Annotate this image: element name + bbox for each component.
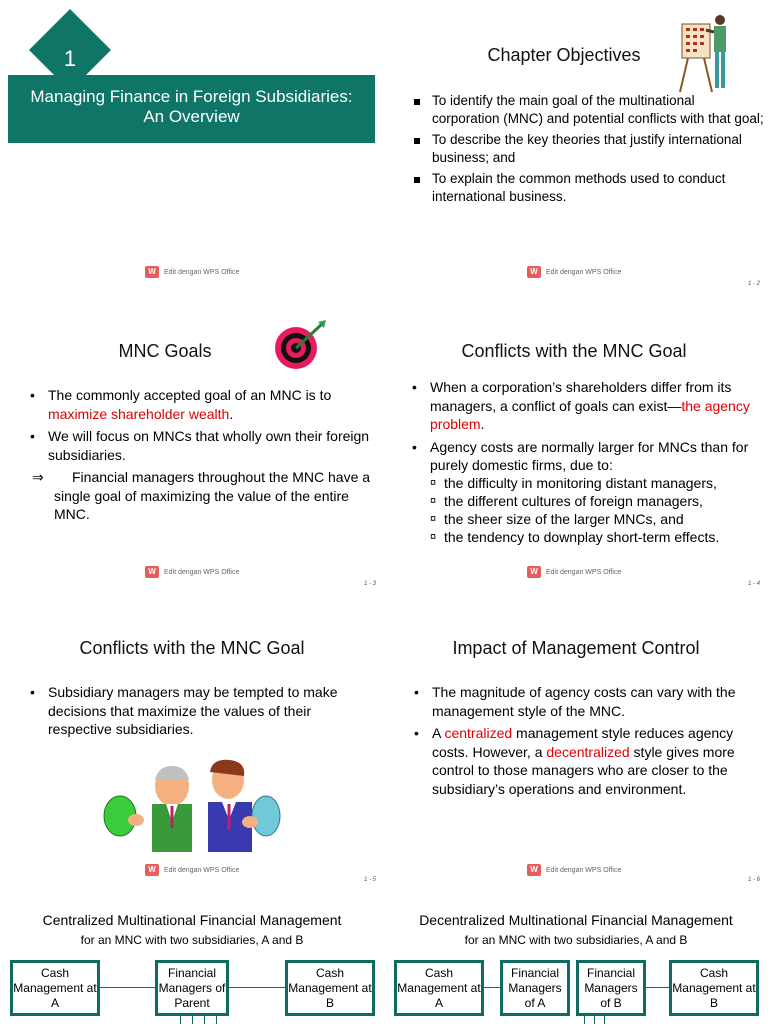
diagram-subtitle: for an MNC with two subsidiaries, A and B: [80, 933, 304, 947]
bullet-marker: •: [30, 684, 35, 700]
arrow-icon: ⇒: [32, 469, 44, 485]
sub-marker: ¤: [430, 531, 437, 543]
connector-line: [204, 1016, 205, 1024]
page-number: 1 - 3: [364, 581, 377, 587]
list-item: [414, 131, 764, 166]
connector-line: [604, 1016, 605, 1024]
watermark-text: Edit dengan WPS Office: [164, 866, 240, 874]
slide-title: [0, 0, 384, 300]
wps-logo-icon: W: [527, 864, 541, 876]
target-icon: [272, 318, 328, 370]
box-financial-managers-b: Financial Managers of B: [576, 960, 646, 1016]
list-item: [414, 683, 754, 720]
text: A: [432, 725, 445, 741]
chapter-number: 1: [63, 46, 77, 71]
text: When a corporation’s shareholders differ from its managers, a conflict of goals can exist—: [430, 379, 732, 414]
wps-watermark: [527, 266, 621, 278]
page-number: 1 - 4: [748, 581, 761, 587]
wps-watermark: [145, 864, 239, 876]
box-financial-managers-a: Financial Managers of A: [500, 960, 570, 1016]
diagram-title: Centralized Multinational Financial Management: [42, 912, 342, 928]
box-cash-management-b: Cash Management at B: [285, 960, 375, 1016]
slide-title: Impact of Management Control: [452, 638, 700, 658]
slide-conflicts-2: [0, 600, 384, 900]
list-item: [412, 438, 764, 475]
watermark-text: Edit dengan WPS Office: [164, 268, 240, 276]
bullet-marker: •: [414, 725, 419, 741]
highlight-text: maximize shareholder wealth: [48, 405, 230, 422]
list-item: [414, 92, 764, 127]
sub-item: [430, 474, 765, 492]
text: the tendency to downplay short-term effects.: [444, 529, 720, 545]
watermark-text: Edit dengan WPS Office: [546, 866, 622, 874]
list-item: [414, 724, 754, 798]
list-item: [30, 427, 375, 464]
box-financial-managers-parent: Financial Managers of Parent: [155, 960, 229, 1016]
text: Financial managers throughout the MNC have a single goal of maximizing the value of the entire MNC.: [54, 469, 371, 522]
text: Agency costs are normally larger for MNCs than for purely domestic firms, due to:: [430, 438, 749, 473]
list-item: [30, 468, 375, 524]
connector-line: [216, 1016, 217, 1024]
list-item-text: To explain the common methods used to conduct international business.: [432, 171, 726, 204]
wps-logo-icon: W: [145, 864, 159, 876]
text: .: [480, 416, 485, 432]
wps-logo-icon: W: [527, 566, 541, 578]
text: We will focus on MNCs that wholly own their foreign subsidiaries.: [48, 428, 370, 463]
sub-marker: ¤: [430, 495, 437, 507]
watermark-text: Edit dengan WPS Office: [164, 568, 240, 576]
text: .: [229, 405, 234, 422]
sub-marker: ¤: [430, 477, 437, 489]
sub-marker: ¤: [430, 513, 437, 525]
managers-with-money-illustration: [100, 758, 285, 853]
connector-line: [594, 1016, 595, 1024]
connector-line: [98, 987, 156, 988]
diagram-title: Decentralized Multinational Financial Management: [419, 912, 733, 928]
text: management style reduces agency costs. However, a: [432, 725, 734, 760]
bullet-marker: •: [412, 379, 417, 395]
sub-item: [430, 492, 765, 510]
connector-line: [192, 1016, 193, 1024]
diagram-subtitle: for an MNC with two subsidiaries, A and B: [464, 933, 688, 947]
slide-title: Chapter Objectives: [487, 45, 641, 65]
box-cash-management-a: Cash Management at A: [10, 960, 100, 1016]
bullet-marker: •: [30, 428, 35, 444]
objectives-list: [414, 92, 764, 209]
text: The commonly accepted goal of an MNC is to: [48, 387, 332, 403]
text: the sheer size of the larger MNCs, and: [444, 511, 684, 527]
text: style gives more control to those managers who are closer to the subsidiary’s operations and environment.: [432, 743, 735, 797]
connector-line: [482, 987, 500, 988]
sub-item: [430, 528, 765, 546]
highlight-text: the agency problem: [430, 397, 750, 432]
title-line-1: Managing Finance in Foreign Subsidiaries:: [30, 87, 353, 106]
page-number: 1 - 2: [748, 281, 761, 287]
text: the different cultures of foreign managers,: [444, 493, 703, 509]
wps-watermark: [527, 864, 621, 876]
conflicts-list: [30, 683, 360, 743]
connector-line: [180, 1016, 181, 1024]
bullet-marker: •: [412, 438, 417, 455]
slide-conflicts-1: [384, 300, 768, 600]
connector-line: [228, 987, 286, 988]
list-item: [414, 170, 764, 205]
slide-management-control: [384, 600, 768, 900]
slide-chapter-objectives: [384, 0, 768, 300]
text: Subsidiary managers may be tempted to make decisions that maximize the values of their respective subsidiaries.: [48, 684, 338, 737]
wps-logo-icon: W: [145, 566, 159, 578]
slide-centralized-diagram: [0, 900, 384, 1024]
box-cash-management-b: Cash Management at B: [669, 960, 759, 1016]
slide-title: MNC Goals: [118, 341, 212, 361]
goals-list: [30, 386, 375, 528]
control-list: [414, 683, 754, 802]
watermark-text: Edit dengan WPS Office: [546, 268, 622, 276]
list-item: [30, 386, 375, 423]
sub-item: [430, 510, 765, 528]
list-item-text: To describe the key theories that justify international business; and: [432, 132, 742, 165]
page-number: 1 - 5: [364, 877, 377, 883]
bullet-marker: •: [30, 387, 35, 403]
slide-decentralized-diagram: [384, 900, 768, 1024]
wps-logo-icon: W: [145, 266, 159, 278]
highlight-text: centralized: [444, 725, 513, 741]
conflicts-list: [412, 378, 764, 479]
highlight-text: decentralized: [546, 743, 630, 760]
list-item: [30, 683, 360, 739]
wps-watermark: [145, 566, 239, 578]
list-item-text: To identify the main goal of the multinational corporation (MNC) and potential conflicts with that goal;: [432, 93, 764, 126]
slide-title: Conflicts with the MNC Goal: [461, 341, 687, 361]
box-cash-management-a: Cash Management at A: [394, 960, 484, 1016]
wps-watermark: [145, 266, 239, 278]
slide-title: Conflicts with the MNC Goal: [79, 638, 305, 658]
title-band: [8, 75, 375, 143]
wps-watermark: [527, 566, 621, 578]
page-number: 1 - 6: [748, 877, 761, 883]
text: The magnitude of agency costs can vary with the management style of the MNC.: [432, 684, 736, 719]
slide-mnc-goals: [0, 300, 384, 600]
text: the difficulty in monitoring distant managers,: [444, 475, 717, 491]
wps-logo-icon: W: [527, 266, 541, 278]
reasons-sublist: [430, 474, 765, 546]
title-line-2: An Overview: [143, 107, 240, 126]
list-item: [412, 378, 764, 434]
watermark-text: Edit dengan WPS Office: [546, 568, 622, 576]
bullet-marker: •: [414, 684, 419, 700]
connector-line: [584, 1016, 585, 1024]
presenter-easel-icon: [674, 12, 734, 102]
